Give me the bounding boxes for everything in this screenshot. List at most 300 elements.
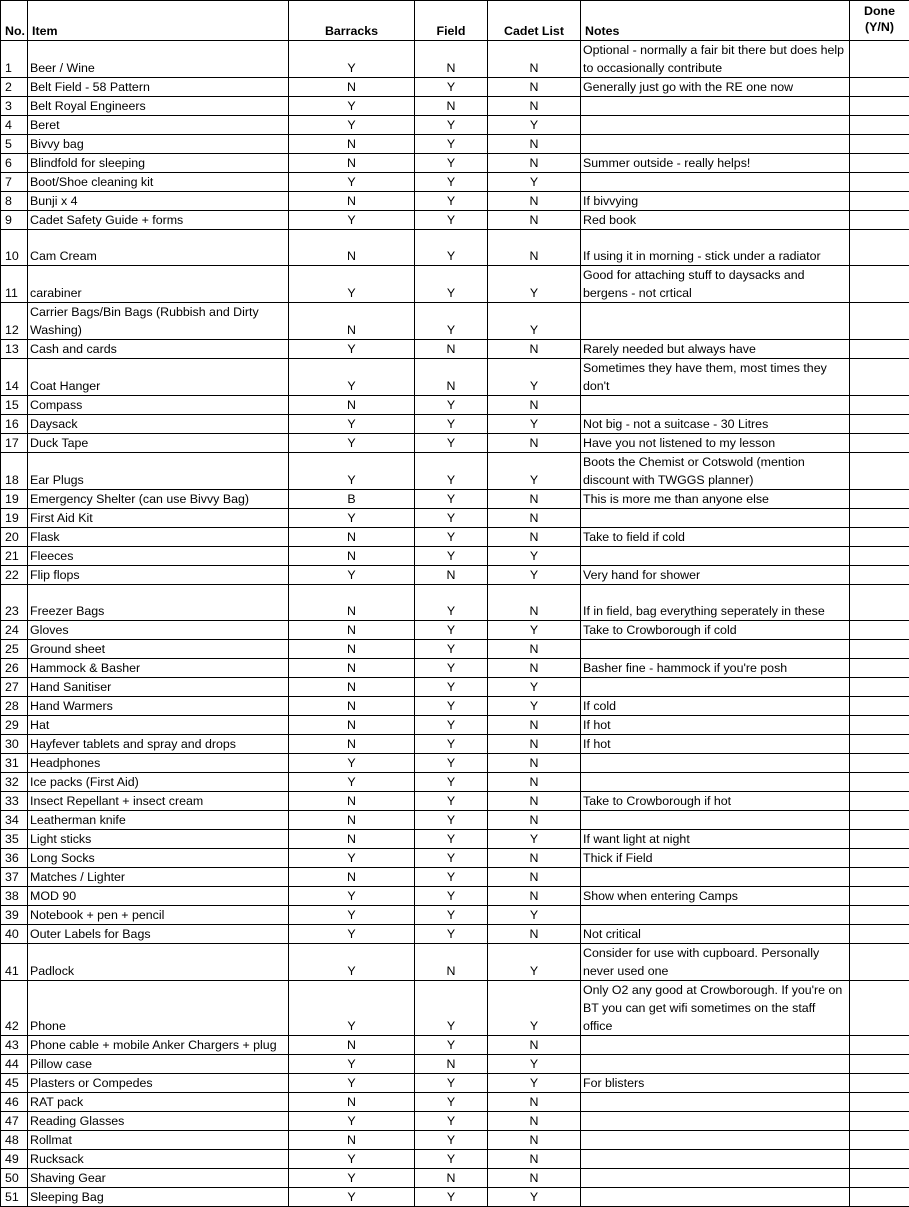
- cell-item: Blindfold for sleeping: [28, 154, 289, 173]
- cell-notes: [581, 1188, 850, 1207]
- cell-done[interactable]: [850, 1150, 909, 1169]
- table-row: [1, 1093, 909, 1112]
- cell-no: 46: [1, 1093, 28, 1112]
- cell-cadet-list: Y: [488, 359, 581, 396]
- table-row: [1, 754, 909, 773]
- cell-cadet-list: Y: [488, 944, 581, 981]
- cell-notes: If hot: [581, 716, 850, 735]
- cell-item: Belt Royal Engineers: [28, 97, 289, 116]
- cell-done[interactable]: [850, 585, 909, 621]
- cell-notes: Boots the Chemist or Cotswold (mention discount with TWGGS planner): [581, 453, 850, 490]
- cell-field: N: [415, 359, 488, 396]
- cell-field: Y: [415, 396, 488, 415]
- cell-field: Y: [415, 528, 488, 547]
- table-row: [1, 906, 909, 925]
- cell-field: N: [415, 41, 488, 78]
- cell-done[interactable]: [850, 97, 909, 116]
- cell-notes: Consider for use with cupboard. Personally never used one: [581, 944, 850, 981]
- table-row: [1, 509, 909, 528]
- cell-cadet-list: N: [488, 154, 581, 173]
- cell-done[interactable]: [850, 1131, 909, 1150]
- cell-field: Y: [415, 925, 488, 944]
- cell-field: N: [415, 944, 488, 981]
- cell-barracks: Y: [289, 1150, 415, 1169]
- cell-notes: [581, 173, 850, 192]
- cell-item: Boot/Shoe cleaning kit: [28, 173, 289, 192]
- cell-item: Carrier Bags/Bin Bags (Rubbish and Dirty Washing): [28, 303, 289, 340]
- cell-notes: If using it in morning - stick under a radiator: [581, 230, 850, 266]
- cell-no: 9: [1, 211, 28, 230]
- cell-no: 44: [1, 1055, 28, 1074]
- cell-item: Emergency Shelter (can use Bivvy Bag): [28, 490, 289, 509]
- cell-no: 17: [1, 434, 28, 453]
- cell-done[interactable]: [850, 566, 909, 585]
- cell-field: Y: [415, 415, 488, 434]
- cell-barracks: N: [289, 585, 415, 621]
- table-row: [1, 1036, 909, 1055]
- cell-item: Flask: [28, 528, 289, 547]
- cell-cadet-list: N: [488, 192, 581, 211]
- cell-barracks: Y: [289, 981, 415, 1036]
- cell-no: 27: [1, 678, 28, 697]
- header-barracks: Barracks: [289, 1, 415, 41]
- cell-no: 5: [1, 135, 28, 154]
- cell-done[interactable]: [850, 359, 909, 396]
- cell-done[interactable]: [850, 1188, 909, 1207]
- cell-done[interactable]: [850, 678, 909, 697]
- table-row: [1, 944, 909, 981]
- cell-done[interactable]: [850, 1036, 909, 1055]
- table-row: [1, 266, 909, 303]
- cell-field: Y: [415, 716, 488, 735]
- cell-notes: This is more me than anyone else: [581, 490, 850, 509]
- cell-done[interactable]: [850, 811, 909, 830]
- cell-notes: If in field, bag everything seperately in these: [581, 585, 850, 621]
- cell-cadet-list: N: [488, 585, 581, 621]
- cell-no: 15: [1, 396, 28, 415]
- cell-done[interactable]: [850, 415, 909, 434]
- cell-notes: Generally just go with the RE one now: [581, 78, 850, 97]
- cell-done[interactable]: [850, 697, 909, 716]
- cell-no: 51: [1, 1188, 28, 1207]
- cell-no: 47: [1, 1112, 28, 1131]
- cell-barracks: Y: [289, 1169, 415, 1188]
- cell-field: Y: [415, 659, 488, 678]
- cell-cadet-list: Y: [488, 453, 581, 490]
- cell-done[interactable]: [850, 716, 909, 735]
- cell-item: MOD 90: [28, 887, 289, 906]
- table-row: [1, 585, 909, 621]
- cell-barracks: B: [289, 490, 415, 509]
- cell-done[interactable]: [850, 849, 909, 868]
- cell-item: Beer / Wine: [28, 41, 289, 78]
- cell-item: Hayfever tablets and spray and drops: [28, 735, 289, 754]
- cell-no: 49: [1, 1150, 28, 1169]
- table-row: [1, 1055, 909, 1074]
- cell-no: 19: [1, 509, 28, 528]
- cell-barracks: Y: [289, 566, 415, 585]
- cell-field: Y: [415, 887, 488, 906]
- cell-cadet-list: Y: [488, 1074, 581, 1093]
- cell-field: Y: [415, 640, 488, 659]
- cell-barracks: Y: [289, 944, 415, 981]
- cell-notes: [581, 396, 850, 415]
- cell-field: Y: [415, 585, 488, 621]
- cell-notes: If want light at night: [581, 830, 850, 849]
- cell-done[interactable]: [850, 1074, 909, 1093]
- table-row: [1, 868, 909, 887]
- cell-cadet-list: Y: [488, 547, 581, 566]
- cell-field: Y: [415, 547, 488, 566]
- cell-barracks: Y: [289, 925, 415, 944]
- cell-notes: [581, 811, 850, 830]
- table-row: [1, 434, 909, 453]
- header-item: Item: [28, 1, 289, 41]
- cell-cadet-list: N: [488, 640, 581, 659]
- cell-cadet-list: Y: [488, 1188, 581, 1207]
- table-row: [1, 453, 909, 490]
- cell-barracks: Y: [289, 266, 415, 303]
- cell-field: Y: [415, 754, 488, 773]
- cell-done[interactable]: [850, 944, 909, 981]
- header-done: Done (Y/N): [850, 1, 909, 41]
- cell-done[interactable]: [850, 303, 909, 340]
- cell-notes: [581, 868, 850, 887]
- cell-notes: [581, 1169, 850, 1188]
- cell-field: Y: [415, 678, 488, 697]
- cell-barracks: N: [289, 230, 415, 266]
- table-row: [1, 1188, 909, 1207]
- table-row: [1, 621, 909, 640]
- cell-barracks: Y: [289, 906, 415, 925]
- cell-barracks: Y: [289, 116, 415, 135]
- cell-done[interactable]: [850, 116, 909, 135]
- cell-item: Long Socks: [28, 849, 289, 868]
- cell-field: Y: [415, 266, 488, 303]
- cell-item: Rollmat: [28, 1131, 289, 1150]
- cell-barracks: Y: [289, 754, 415, 773]
- table-row: [1, 97, 909, 116]
- cell-field: N: [415, 340, 488, 359]
- cell-no: 14: [1, 359, 28, 396]
- cell-field: Y: [415, 621, 488, 640]
- cell-done[interactable]: [850, 868, 909, 887]
- cell-done[interactable]: [850, 396, 909, 415]
- cell-done[interactable]: [850, 1093, 909, 1112]
- table-row: [1, 1074, 909, 1093]
- cell-done[interactable]: [850, 640, 909, 659]
- table-row: [1, 659, 909, 678]
- cell-done[interactable]: [850, 230, 909, 266]
- cell-no: 26: [1, 659, 28, 678]
- cell-done[interactable]: [850, 135, 909, 154]
- cell-barracks: N: [289, 303, 415, 340]
- cell-barracks: N: [289, 659, 415, 678]
- table-row: [1, 981, 909, 1036]
- cell-done[interactable]: [850, 434, 909, 453]
- cell-item: Insect Repellant + insect cream: [28, 792, 289, 811]
- cell-notes: Basher fine - hammock if you're posh: [581, 659, 850, 678]
- cell-notes: [581, 135, 850, 154]
- cell-field: Y: [415, 1188, 488, 1207]
- cell-done[interactable]: [850, 211, 909, 230]
- cell-done[interactable]: [850, 792, 909, 811]
- cell-done[interactable]: [850, 925, 909, 944]
- cell-cadet-list: Y: [488, 566, 581, 585]
- cell-notes: Take to Crowborough if cold: [581, 621, 850, 640]
- table-row: [1, 154, 909, 173]
- cell-no: 34: [1, 811, 28, 830]
- cell-field: Y: [415, 906, 488, 925]
- cell-no: 21: [1, 547, 28, 566]
- cell-done[interactable]: [850, 906, 909, 925]
- cell-item: Bunji x 4: [28, 192, 289, 211]
- table-row: [1, 773, 909, 792]
- cell-barracks: Y: [289, 41, 415, 78]
- cell-done[interactable]: [850, 1169, 909, 1188]
- cell-done[interactable]: [850, 41, 909, 78]
- cell-cadet-list: N: [488, 97, 581, 116]
- cell-field: Y: [415, 1112, 488, 1131]
- table-row: [1, 566, 909, 585]
- cell-no: 7: [1, 173, 28, 192]
- table-row: [1, 41, 909, 78]
- cell-cadet-list: N: [488, 754, 581, 773]
- table-row: [1, 735, 909, 754]
- cell-field: Y: [415, 192, 488, 211]
- cell-notes: Show when entering Camps: [581, 887, 850, 906]
- cell-field: Y: [415, 154, 488, 173]
- cell-no: 42: [1, 981, 28, 1036]
- cell-notes: If cold: [581, 697, 850, 716]
- cell-field: Y: [415, 1074, 488, 1093]
- cell-field: Y: [415, 434, 488, 453]
- cell-no: 6: [1, 154, 28, 173]
- cell-notes: [581, 1150, 850, 1169]
- header-cadet-list: Cadet List: [488, 1, 581, 41]
- cell-done[interactable]: [850, 340, 909, 359]
- cell-cadet-list: Y: [488, 116, 581, 135]
- cell-notes: [581, 547, 850, 566]
- cell-barracks: N: [289, 1131, 415, 1150]
- cell-item: Ground sheet: [28, 640, 289, 659]
- cell-item: Notebook + pen + pencil: [28, 906, 289, 925]
- cell-notes: [581, 773, 850, 792]
- cell-no: 13: [1, 340, 28, 359]
- cell-barracks: Y: [289, 415, 415, 434]
- cell-item: Hat: [28, 716, 289, 735]
- cell-no: 16: [1, 415, 28, 434]
- cell-cadet-list: N: [488, 135, 581, 154]
- table-row: [1, 678, 909, 697]
- cell-item: Headphones: [28, 754, 289, 773]
- cell-done[interactable]: [850, 981, 909, 1036]
- cell-notes: Only O2 any good at Crowborough. If you're on BT you can get wifi sometimes on the staff office: [581, 981, 850, 1036]
- cell-barracks: N: [289, 621, 415, 640]
- cell-barracks: N: [289, 678, 415, 697]
- table-row: [1, 135, 909, 154]
- cell-barracks: N: [289, 716, 415, 735]
- cell-done[interactable]: [850, 754, 909, 773]
- cell-item: carabiner: [28, 266, 289, 303]
- cell-no: 39: [1, 906, 28, 925]
- cell-barracks: N: [289, 868, 415, 887]
- cell-item: Phone: [28, 981, 289, 1036]
- cell-item: Gloves: [28, 621, 289, 640]
- cell-field: N: [415, 1169, 488, 1188]
- table-row: [1, 490, 909, 509]
- cell-cadet-list: Y: [488, 173, 581, 192]
- cell-field: Y: [415, 1150, 488, 1169]
- cell-field: Y: [415, 811, 488, 830]
- cell-field: Y: [415, 830, 488, 849]
- cell-barracks: N: [289, 396, 415, 415]
- table-row: [1, 1131, 909, 1150]
- cell-barracks: Y: [289, 849, 415, 868]
- cell-barracks: N: [289, 547, 415, 566]
- cell-no: 50: [1, 1169, 28, 1188]
- table-row: [1, 547, 909, 566]
- table-row: [1, 1112, 909, 1131]
- cell-cadet-list: N: [488, 490, 581, 509]
- cell-barracks: Y: [289, 359, 415, 396]
- cell-done[interactable]: [850, 547, 909, 566]
- cell-item: Leatherman knife: [28, 811, 289, 830]
- cell-cadet-list: N: [488, 340, 581, 359]
- cell-barracks: Y: [289, 340, 415, 359]
- table-row: [1, 811, 909, 830]
- cell-no: 38: [1, 887, 28, 906]
- cell-barracks: Y: [289, 887, 415, 906]
- cell-done[interactable]: [850, 887, 909, 906]
- table-row: [1, 792, 909, 811]
- cell-cadet-list: N: [488, 434, 581, 453]
- cell-no: 20: [1, 528, 28, 547]
- cell-no: 33: [1, 792, 28, 811]
- cell-field: Y: [415, 849, 488, 868]
- table-row: [1, 697, 909, 716]
- cell-no: 12: [1, 303, 28, 340]
- cell-notes: Summer outside - really helps!: [581, 154, 850, 173]
- cell-barracks: N: [289, 1036, 415, 1055]
- cell-done[interactable]: [850, 621, 909, 640]
- cell-cadet-list: N: [488, 230, 581, 266]
- cell-notes: [581, 1036, 850, 1055]
- cell-done[interactable]: [850, 1112, 909, 1131]
- cell-field: Y: [415, 230, 488, 266]
- cell-item: Hammock & Basher: [28, 659, 289, 678]
- cell-item: Pillow case: [28, 1055, 289, 1074]
- cell-field: Y: [415, 509, 488, 528]
- cell-cadet-list: Y: [488, 303, 581, 340]
- cell-no: 31: [1, 754, 28, 773]
- cell-item: Reading Glasses: [28, 1112, 289, 1131]
- cell-done[interactable]: [850, 154, 909, 173]
- cell-cadet-list: N: [488, 735, 581, 754]
- cell-no: 8: [1, 192, 28, 211]
- cell-done[interactable]: [850, 490, 909, 509]
- cell-field: Y: [415, 78, 488, 97]
- cell-notes: [581, 509, 850, 528]
- cell-no: 28: [1, 697, 28, 716]
- cell-item: Flip flops: [28, 566, 289, 585]
- cell-done[interactable]: [850, 1055, 909, 1074]
- header-field: Field: [415, 1, 488, 41]
- cell-cadet-list: Y: [488, 415, 581, 434]
- cell-field: Y: [415, 735, 488, 754]
- cell-field: Y: [415, 868, 488, 887]
- cell-done[interactable]: [850, 266, 909, 303]
- cell-cadet-list: N: [488, 509, 581, 528]
- cell-cadet-list: N: [488, 1093, 581, 1112]
- cell-no: 22: [1, 566, 28, 585]
- cell-item: Rucksack: [28, 1150, 289, 1169]
- table-row: [1, 192, 909, 211]
- cell-item: Ear Plugs: [28, 453, 289, 490]
- cell-notes: [581, 116, 850, 135]
- cell-done[interactable]: [850, 78, 909, 97]
- cell-done[interactable]: [850, 453, 909, 490]
- cell-done[interactable]: [850, 509, 909, 528]
- cell-notes: [581, 1112, 850, 1131]
- cell-field: Y: [415, 135, 488, 154]
- cell-barracks: Y: [289, 434, 415, 453]
- cell-notes: Very hand for shower: [581, 566, 850, 585]
- cell-cadet-list: N: [488, 887, 581, 906]
- cell-barracks: N: [289, 811, 415, 830]
- table-row: [1, 396, 909, 415]
- table-row: [1, 528, 909, 547]
- cell-barracks: N: [289, 528, 415, 547]
- cell-notes: [581, 97, 850, 116]
- cell-no: 4: [1, 116, 28, 135]
- cell-barracks: Y: [289, 453, 415, 490]
- cell-no: 24: [1, 621, 28, 640]
- cell-barracks: N: [289, 78, 415, 97]
- cell-item: Cam Cream: [28, 230, 289, 266]
- cell-no: 2: [1, 78, 28, 97]
- cell-done[interactable]: [850, 192, 909, 211]
- cell-notes: If bivvying: [581, 192, 850, 211]
- cell-done[interactable]: [850, 659, 909, 678]
- cell-cadet-list: N: [488, 1036, 581, 1055]
- cell-item: Plasters or Compedes: [28, 1074, 289, 1093]
- cell-done[interactable]: [850, 773, 909, 792]
- cell-item: Duck Tape: [28, 434, 289, 453]
- table-row: [1, 887, 909, 906]
- cell-cadet-list: Y: [488, 981, 581, 1036]
- cell-notes: Red book: [581, 211, 850, 230]
- table-row: [1, 116, 909, 135]
- cell-done[interactable]: [850, 173, 909, 192]
- table-row: [1, 230, 909, 266]
- cell-item: Beret: [28, 116, 289, 135]
- cell-item: Outer Labels for Bags: [28, 925, 289, 944]
- table-row: [1, 211, 909, 230]
- cell-notes: [581, 1131, 850, 1150]
- cell-cadet-list: N: [488, 716, 581, 735]
- cell-notes: Optional - normally a fair bit there but does help to occasionally contribute: [581, 41, 850, 78]
- cell-done[interactable]: [850, 528, 909, 547]
- cell-item: Phone cable + mobile Anker Chargers + plug: [28, 1036, 289, 1055]
- cell-notes: [581, 640, 850, 659]
- cell-barracks: Y: [289, 173, 415, 192]
- cell-barracks: N: [289, 735, 415, 754]
- cell-done[interactable]: [850, 735, 909, 754]
- cell-barracks: N: [289, 154, 415, 173]
- cell-barracks: N: [289, 135, 415, 154]
- cell-done[interactable]: [850, 830, 909, 849]
